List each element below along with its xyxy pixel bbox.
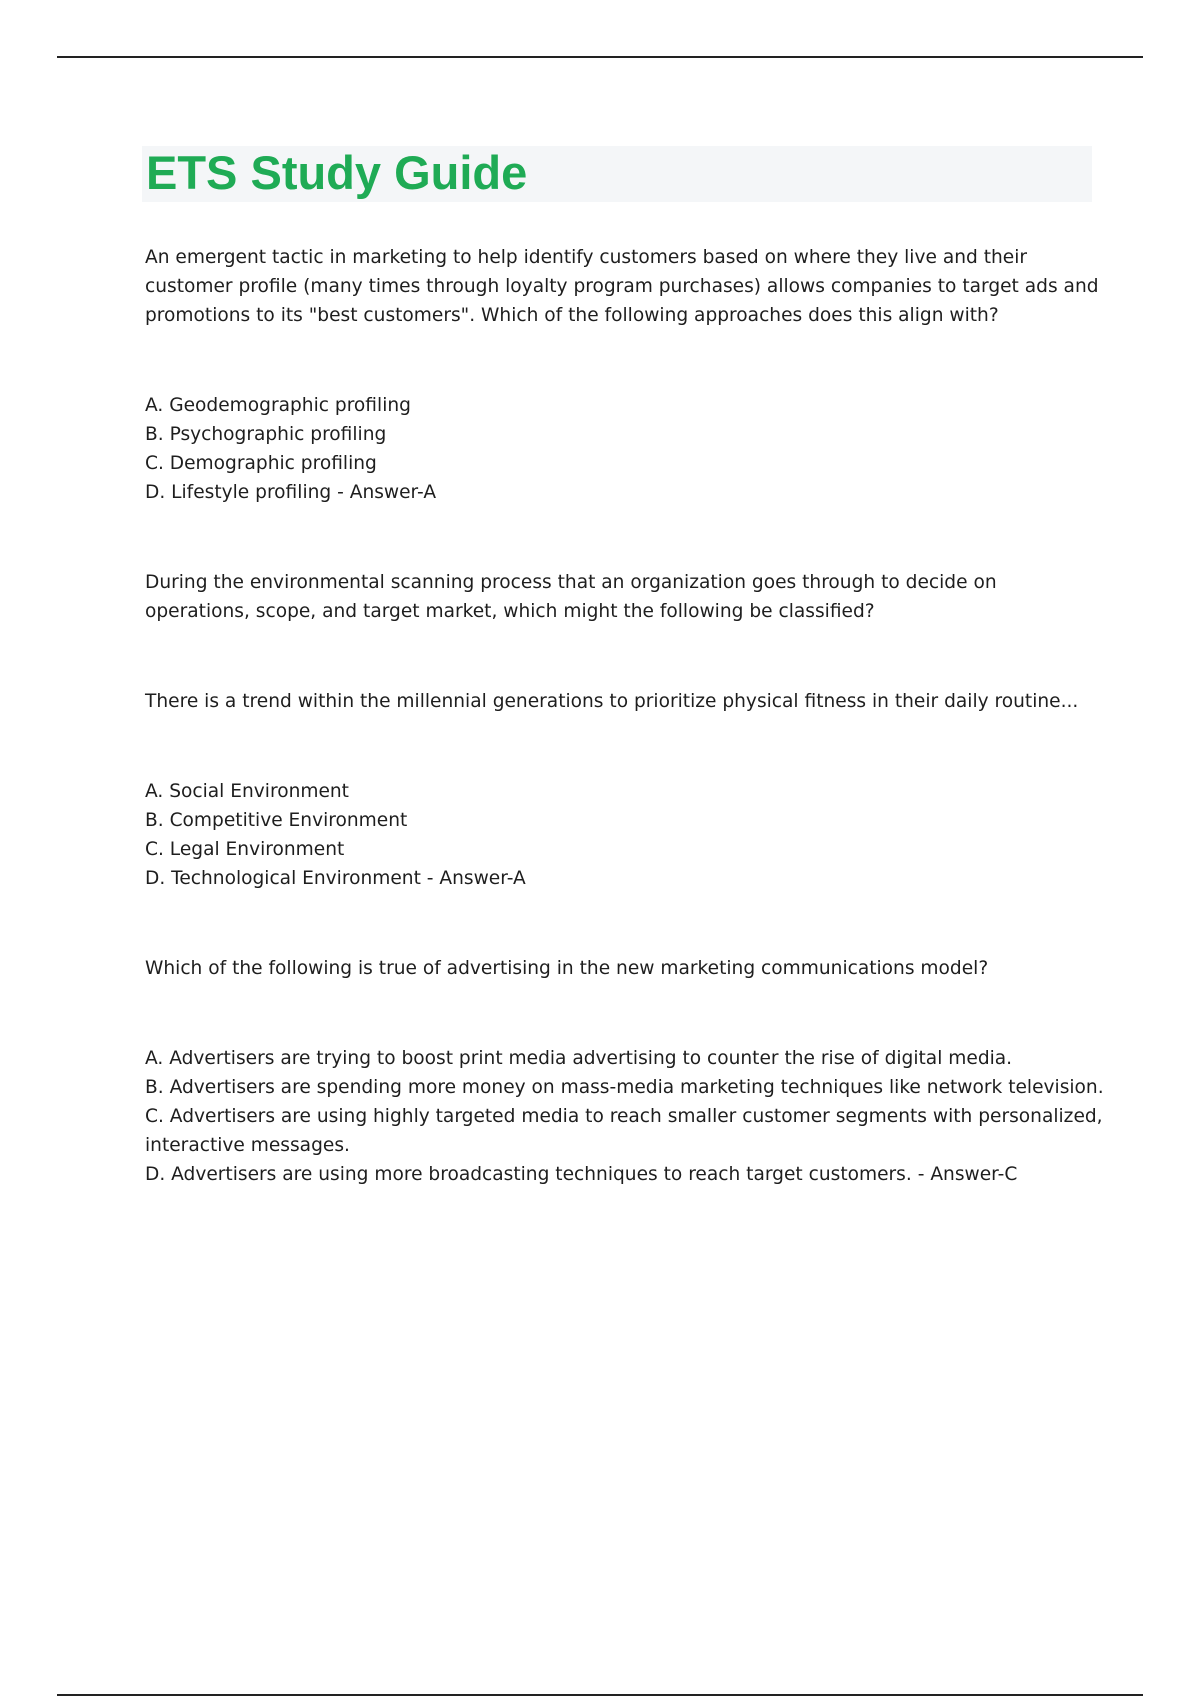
question-2-option-c: C. Legal Environment [145,839,345,860]
top-rule [57,56,1143,58]
question-1-option-a: A. Geodemographic profiling [145,395,411,416]
question-2-option-a: A. Social Environment [145,781,349,802]
question-1-option-c: C. Demographic profiling [145,453,377,474]
page-title: ETS Study Guide [146,146,528,199]
question-3-option-d: D. Advertisers are using more broadcasting techniques to reach target customers. - Answer-C [145,1164,1018,1185]
question-2-subprompt: There is a trend within the millennial generations to prioritize physical fitness in their daily routine... [145,691,1079,712]
question-1-prompt: An emergent tactic in marketing to help identify customers based on where they live and their customer profile (many times through loyalty program purchases) allows companies to target ads and promotions to its "best customers". Which of the following approaches does this align with? [145,247,1099,326]
question-3-option-b: B. Advertisers are spending more money on mass-media marketing techniques like network television. [145,1077,1104,1098]
question-3-option-c: C. Advertisers are using highly targeted media to reach smaller customer segments with personalized, interactive messages. [145,1106,1103,1156]
bottom-rule [57,1694,1143,1696]
question-3-prompt: Which of the following is true of advertising in the new marketing communications model? [145,958,989,979]
question-1-option-b: B. Psychographic profiling [145,424,387,445]
question-1-option-d: D. Lifestyle profiling - Answer-A [145,482,437,503]
question-2-prompt: During the environmental scanning process that an organization goes through to decide on operations, scope, and target market, which might the following be classified? [145,572,997,622]
question-2-option-b: B. Competitive Environment [145,810,408,831]
document-body [145,243,1105,1189]
question-3-option-a: A. Advertisers are trying to boost print media advertising to counter the rise of digital media. [145,1048,1013,1069]
question-2-option-d: D. Technological Environment - Answer-A [145,868,526,889]
